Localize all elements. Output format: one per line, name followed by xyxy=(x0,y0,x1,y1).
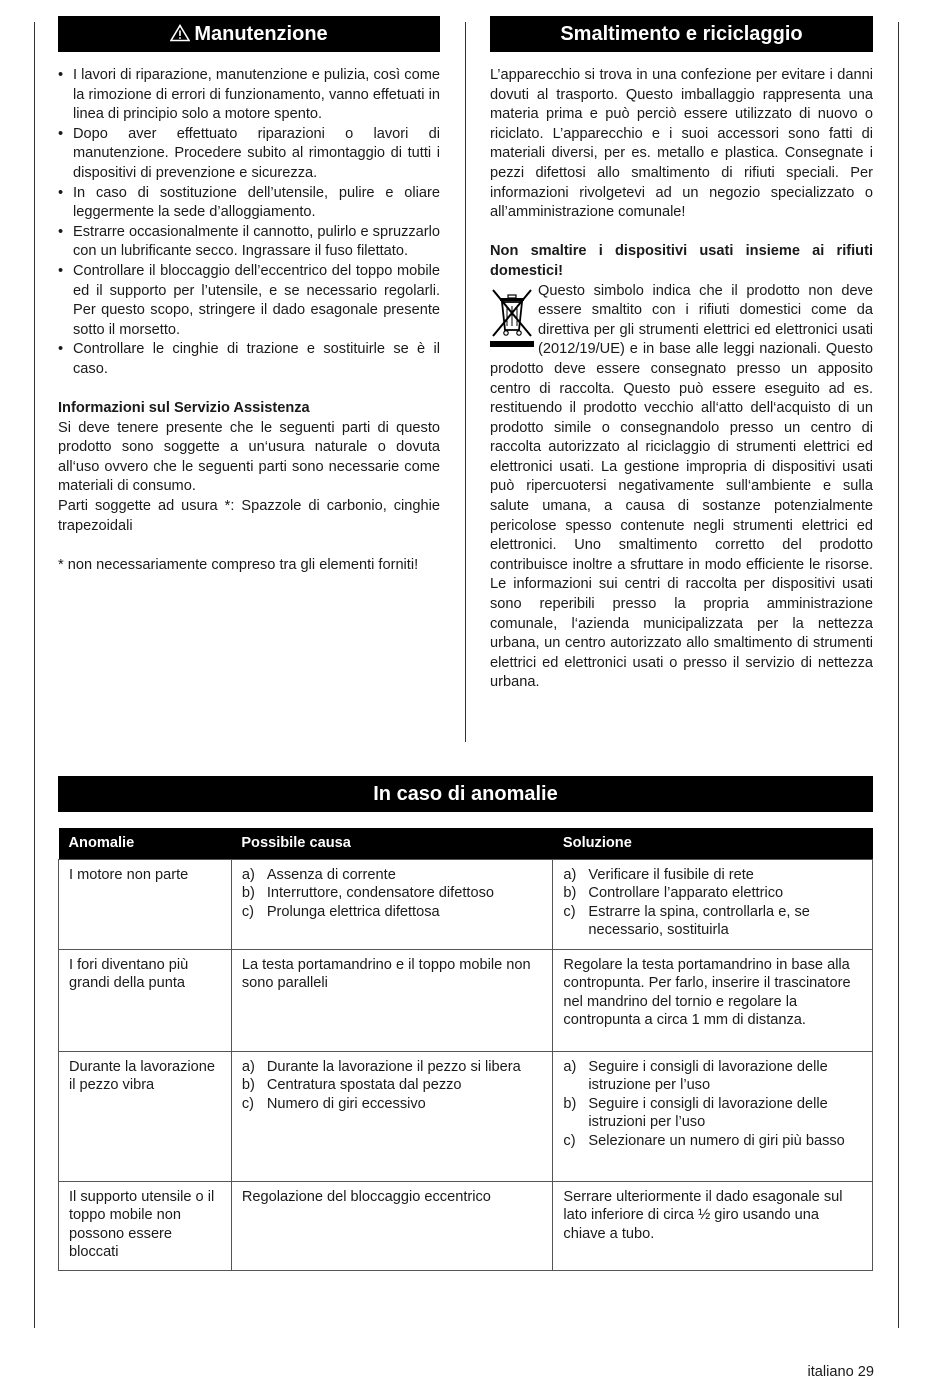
left-margin-rule xyxy=(34,22,35,1328)
list-item: a) Durante la lavorazione il pezzo si libera xyxy=(241,1058,521,1075)
cause-cell: La testa portamandrino e il toppo mobile non sono paralleli xyxy=(231,949,553,1051)
solution-cell: Regolare la testa portamandrino in base alla contropunta. Per farlo, inserire il trascinatore nel mandrino del tornio e regolare la contropunta a circa 1 mm di distanza. xyxy=(553,949,873,1051)
faults-table xyxy=(58,828,873,1271)
weee-text: Questo simbolo indica che il prodotto non deve essere smaltito con i rifiuti domestici come da direttiva per gli strumenti elettrici ed elettronici usati (2012/19/UE) e in base alle leggi nazionali. Questo prodotto deve essere consegnato presso un apposito centro di raccolta. Questo può essere eseguito ad es. restituendo il prodotto vecchio all‘atto dell‘acquisto di un prodotto simile o consegnandolo presso un centro di raccolta autorizzato al riciclaggio di strumenti elettrici ed elettronici usati. La gestione impropria di dispositivi usati può ripercuotersi negativamente sull‘ambiente e sulla salute umana, a causa di sostanze potenzialmente pericolose spesso contenute negli strumenti elettrici ed elettronici. Uno smaltimento corretto del prodotto contribuisce inoltre a sfruttare in modo efficiente le risorse. Le informazioni sui centri di raccolta per dispositivi usati sono reperibili presso la propria amministrazione comunale, l‘azienda municipalizzata per la nettezza urbana, un centro autorizzato allo smaltimento di strumenti elettrici ed elettronici usati o presso il servizio di nettezza urbana. xyxy=(490,282,873,691)
service-text: Si deve tenere presente che le seguenti parti di questo prodotto sono soggette a un‘usura naturale o dovuta all‘uso ovvero che le seguenti parti sono necessarie come materiali di consumo. xyxy=(58,419,440,495)
disposal-section xyxy=(490,16,873,693)
list-item: b) Seguire i consigli di lavorazione delle istruzioni per l’uso xyxy=(563,1095,828,1130)
disposal-header xyxy=(490,16,873,52)
footnote: * non necessariamente compreso tra gli elementi forniti! xyxy=(58,556,419,573)
cause-cell: Regolazione del bloccaggio eccentrico xyxy=(231,1181,553,1270)
column-header-cause: Possibile causa xyxy=(231,828,553,859)
disposal-paragraph: L’apparecchio si trova in una confezione per evitare i danni dovuti al trasporto. Questo imballaggio rappresenta una materia prima e può perciò essere utilizzato di nuovo o riciclato. L’apparecchio e i suoi accessori sono fatti di materiali diversi, per es. metallo e plastica. Consegnate i pezzi difettosi allo smaltimento di rifiuti speciali. Per informazioni rivolgetevi ad un negozio specializzato o all’amministrazione comunale! xyxy=(490,67,873,221)
disposal-title: Smaltimento e riciclaggio xyxy=(560,23,803,45)
page-number: italiano 29 xyxy=(807,1364,874,1380)
list-item: a) Assenza di corrente xyxy=(241,866,396,883)
table-row xyxy=(59,1051,873,1181)
list-item: c) Numero di giri eccessivo xyxy=(241,1095,426,1112)
right-margin-rule xyxy=(898,22,899,1328)
weee-heading: Non smaltire i dispositivi usati insieme ai rifiuti domestici! xyxy=(490,243,873,279)
list-item: b) Interruttore, condensatore difettoso xyxy=(241,885,494,901)
faults-header xyxy=(58,776,873,812)
table-row xyxy=(59,859,873,949)
cause-cell xyxy=(231,859,553,949)
table-header-row xyxy=(59,828,873,859)
list-item: • Estrarre occasionalmente il cannotto, pulirlo e spruzzarlo con un lubrificante secco. Ingrassare il fuso filettato. xyxy=(58,223,440,262)
anomaly-cell: Durante la lavorazione il pezzo vibra xyxy=(59,1051,232,1181)
wear-parts: Parti soggette ad usura *: Spazzole di carbonio, cinghie trapezoidali xyxy=(58,498,440,534)
service-heading: Informazioni sul Servizio Assistenza xyxy=(58,400,310,417)
list-item: • Controllare il bloccaggio dell’eccentrico del toppo mobile ed il supporto per l’utensile, e se necessario regolarli. Per questo scopo, stringere il dado esagonale presente sotto il morsetto. xyxy=(58,262,440,340)
table-row xyxy=(59,1181,873,1270)
warning-icon xyxy=(170,24,190,42)
list-item: a) Verificare il fusibile di rete xyxy=(563,866,754,883)
column-divider xyxy=(465,22,466,742)
cause-cell xyxy=(231,1051,553,1181)
maintenance-list xyxy=(58,66,440,380)
faults-title: In caso di anomalie xyxy=(373,783,558,805)
solution-cell xyxy=(553,1051,873,1181)
table-row xyxy=(59,949,873,1051)
list-item: c) Prolunga elettrica difettosa xyxy=(241,903,440,920)
column-header-solution: Soluzione xyxy=(553,828,873,859)
maintenance-header xyxy=(58,16,440,52)
list-item: c) Selezionare un numero di giri più basso xyxy=(563,1132,845,1149)
list-item: a) Seguire i consigli di lavorazione delle istruzione per l’uso xyxy=(563,1058,828,1093)
solution-cell xyxy=(553,859,873,949)
anomaly-cell: I fori diventano più grandi della punta xyxy=(59,949,232,1051)
anomaly-cell: I motore non parte xyxy=(59,859,232,949)
maintenance-section xyxy=(58,16,440,575)
maintenance-title: Manutenzione xyxy=(194,23,328,45)
faults-section xyxy=(58,776,873,1271)
list-item: • I lavori di riparazione, manutenzione e pulizia, così come la rimozione di errori di funzionamento, vanno effetuati in linea di principio solo a motore spento. xyxy=(58,66,440,125)
list-item: • Controllare le cinghie di trazione e sostituirle se è il caso. xyxy=(58,340,440,379)
list-item: b) Centratura spostata dal pezzo xyxy=(241,1077,462,1093)
list-item: c) Estrarre la spina, controllarla e, se necessario, sostituirla xyxy=(563,903,810,938)
list-item: b) Controllare l’apparato elettrico xyxy=(563,885,784,901)
anomaly-cell: Il supporto utensile o il toppo mobile non possono essere bloccati xyxy=(59,1181,232,1270)
crossed-bin-icon xyxy=(490,286,534,348)
list-item: • Dopo aver effettuato riparazioni o lavori di manutenzione. Procedere subito al rimontaggio di tutti i dispositivi di prevenzione e sicurezza. xyxy=(58,125,440,184)
column-header-anomaly: Anomalie xyxy=(59,828,232,859)
list-item: • In caso di sostituzione dell’utensile, pulire e oliare leggermente la sede d’alloggiamento. xyxy=(58,184,440,223)
solution-cell: Serrare ulteriormente il dado esagonale sul lato inferiore di circa ½ giro usando una chiave a tubo. xyxy=(553,1181,873,1270)
